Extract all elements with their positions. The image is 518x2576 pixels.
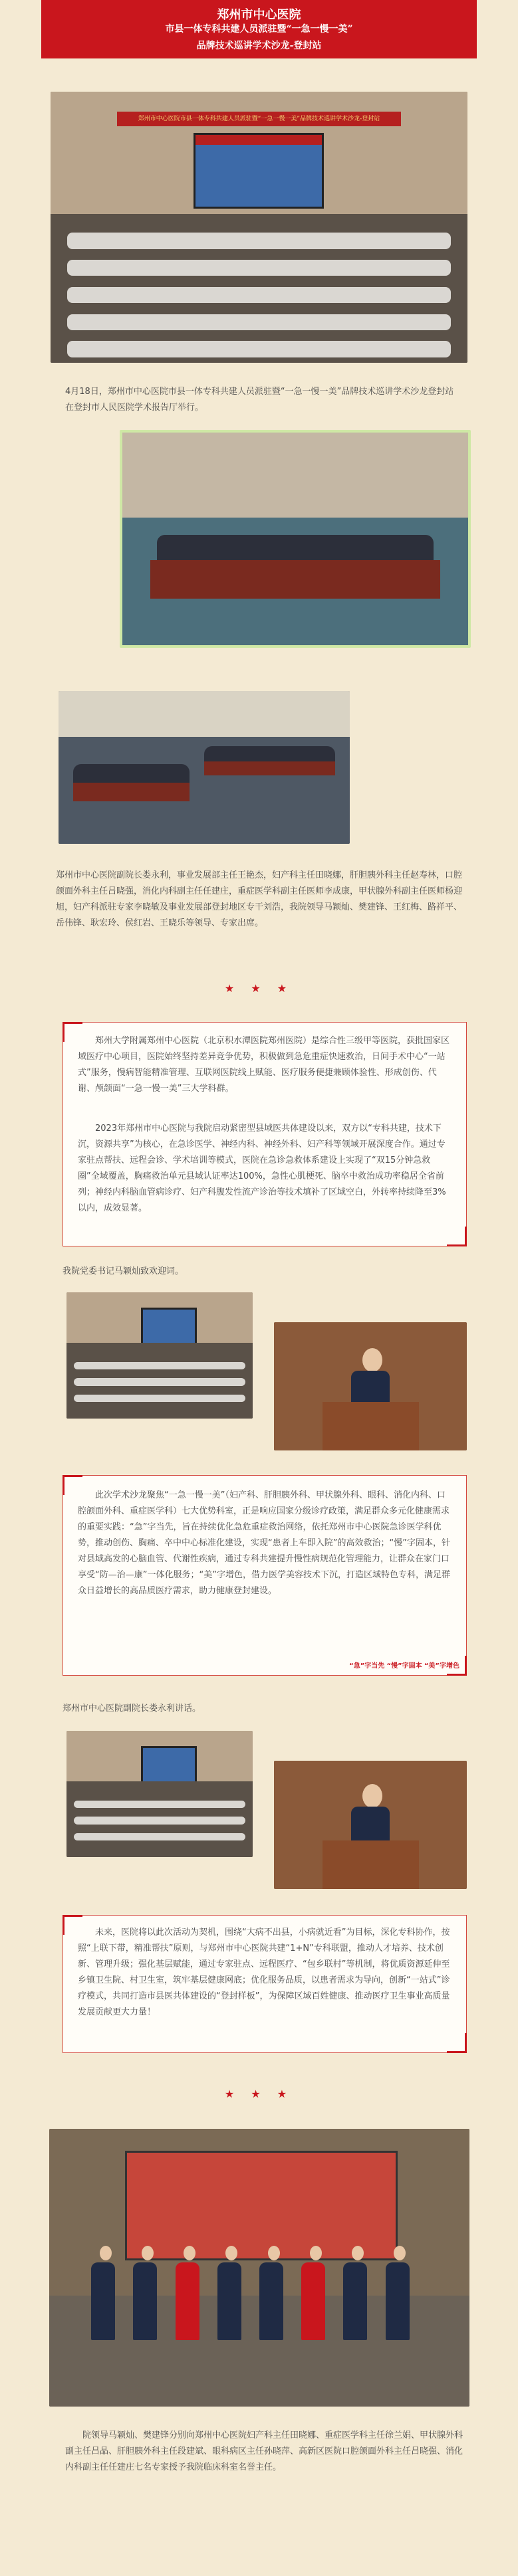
closing-card <box>63 1915 467 2053</box>
leader1-caption: 我院党委书记马颖灿致欢迎词。 <box>63 1266 184 1276</box>
banner-text: 郑州市中心医院市县一体专科共建人员派驻暨“一急一慢一美”品牌技术巡讲学术沙龙-登封站 <box>117 112 401 126</box>
title-line-2: 品牌技术巡讲学术沙龙-登封站 <box>196 41 322 51</box>
closing-stars: ★ ★ ★ <box>224 2088 294 2100</box>
attendees-paragraph: 郑州市中心医院副院长娄永利，事业发展部主任王艳杰，妇产科主任田晓娜，肝胆胰外科主任赵寿林，口腔颌面外科主任吕晓强，消化内科副主任任建庄，重症医学科副主任医师李成康，甲状腺外科副主任医师杨迎旭，妇产科派驻专家李晓敏及事业发展部登封地区专干刘浩，我院领导马颖灿、樊建锋、王红梅、路祥平、岳伟锋、耿宏玲、侯红岩、王晓乐等领导、专家出席。 <box>56 870 463 928</box>
hospital-name: 郑州市中心医院 <box>217 8 301 22</box>
final-paragraph: 院领导马颖灿、樊建锋分别向郑州中心医院妇产科主任田晓娜、重症医学科主任徐兰娟、甲状腺外科副主任吕晶、肝胆胰外科主任段建斌、眼科病区主任孙晓萍、高新区医院口腔颌面外科主任吕晓强、消化内科副主任任建庄七名专家授予我院临床科室名誉主任。 <box>65 2430 463 2472</box>
photo-speaker-1 <box>274 1322 467 1450</box>
photo-front-row <box>120 430 471 648</box>
closing-paragraph: 未来，医院将以此次活动为契机，围绕“大病不出县，小病就近看”为目标，深化专科协作，按照“上联下带，精准帮扶”原则，与郑州市中心医院共建“1+N”专科联盟，推动人才培养、技术创新、管理升级；强化基层赋能，通过专家驻点、远程医疗、“包乡联村”等机制，将优质资源延伸至乡镇卫生院、村卫生室，筑牢基层健康网底；优化服务品质，以患者需求为导向，创新“一站式”诊疗模式，共同打造市县医共体建设的“登封样板”，为保障区域百姓健康、推动医疗卫生事业高质量发展贡献更大力量！ <box>78 1928 450 2017</box>
divider-stars: ★ ★ ★ <box>224 982 294 995</box>
photo-auditorium <box>51 92 467 363</box>
profile-paragraph-2: 2023年郑州市中心医院与我院启动紧密型县域医共体建设以来，双方以“专科共建，技术下沉，资源共享”为核心，在急诊医学、神经内科、神经外科、妇产科等领域开展深度合作。通过专家驻点帮扶、远程会诊、学术培训等模式，医院在急诊急救体系建设上实现了“双15分钟急救圈”全域覆盖，胸痛救治单元县域认证率达100%，急性心肌梗死、脑卒中救治成功率稳居全省前列；神经内科脑血管病诊疗、妇产科腹发性流产诊治等技术填补了区域空白，外转率持续降至3%以内，成效显著。 <box>78 1124 446 1213</box>
salon-paragraph: 此次学术沙龙聚焦“一急一慢一美”（妇产科、肝胆胰外科、甲状腺外科、眼科、消化内科、口腔颌面外科、重症医学科）七大优势科室，正是响应国家分级诊疗政策，满足群众多元化健康需求的重要实践：“急”字当先，旨在持续优化急危重症救治网络，依托郑州市中心医院急诊医学科优势，推动创伤、胸痛、卒中中心标准化建设，实现“患者上车即入院”的高效救治；“慢”字固本，针对县域高发的心脑血管、代谢性疾病，通过专科共建提升慢性病规范化管理能力，让群众在家门口享受“防—治—康”一体化服务；“美”字增色，借力医学美容技术下沉，打造区域特色专科，满足群众日益增长的高品质医疗需求，助力健康登封建设。 <box>78 1490 450 1596</box>
highlight-urgent: “急”字当先 <box>349 1662 385 1670</box>
highlight-beauty: “美”字增色 <box>424 1662 459 1670</box>
photo-speaker-2 <box>274 1761 467 1889</box>
highlight-chronic: “慢”字固本 <box>386 1662 422 1670</box>
photo-audience-2 <box>66 1731 253 1857</box>
photo-group-award <box>49 2129 469 2407</box>
profile-paragraph-1: 郑州大学附属郑州中心医院（北京积水潭医院郑州医院）是综合性三级甲等医院，获批国家区域医疗中心项目，医院始终坚持差异竞争优势，积极做到急危重症快速救治，日间手术中心“一站式”服务，慢病智能精准管理、互联网医院线上赋能、医疗服务便捷兼顾体验性、形成创伤、代谢、颅颌面“一急一慢一美”三大学科群。 <box>78 1036 450 1094</box>
leader2-caption: 郑州市中心医院副院长娄永利讲话。 <box>63 1704 201 1714</box>
article-header <box>41 0 477 58</box>
photo-audience-1 <box>66 1292 253 1419</box>
salon-card <box>63 1475 467 1676</box>
photo-meeting-hall <box>59 691 350 844</box>
profile-card <box>63 1022 467 1246</box>
intro-paragraph: 4月18日，郑州市中心医院市县一体专科共建人员派驻暨“一急一慢一美”品牌技术巡讲学术沙龙登封站在登封市人民医院学术报告厅举行。 <box>65 387 454 413</box>
title-line-1: 市县一体专科共建人员派驻暨“一急一慢一美” <box>165 24 353 35</box>
